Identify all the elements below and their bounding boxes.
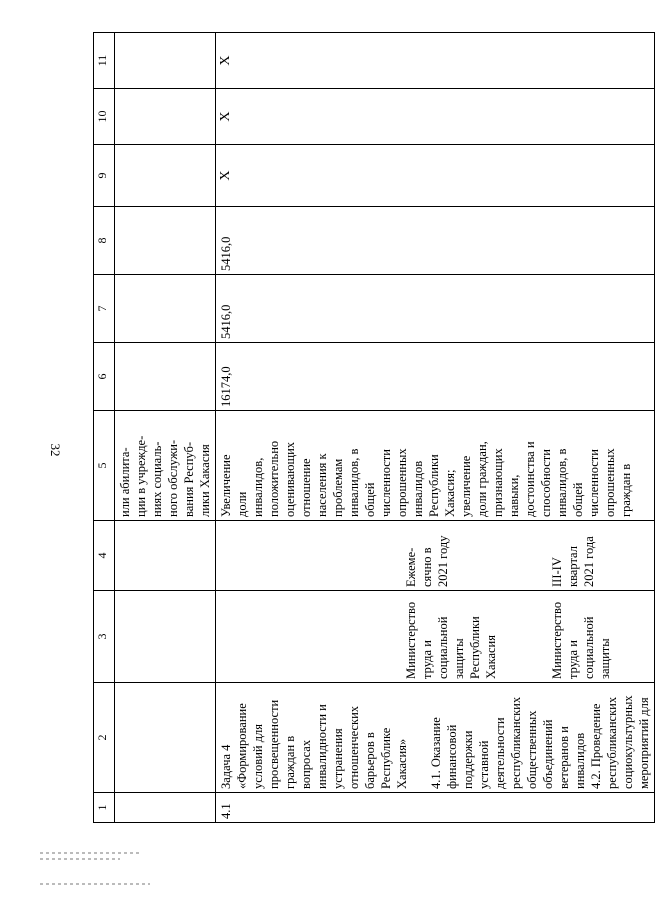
result-cell: Увеличение доли инвалидов, положительно оценивающих отношение населения к проблемам инвалидов, в общей численности опрошенных инвалидов Республики Хакасия; увеличение доли граждан, признающих навыки, достоинства и способности инвалидов, в общей численности опрошенных граждан в xyxy=(216,411,655,521)
task-cell xyxy=(216,683,655,793)
row-number-cell: 4.1 xyxy=(216,793,655,823)
amount-cell-7: 5416,0 xyxy=(216,275,655,343)
header-cell-2: 2 xyxy=(94,683,115,793)
header-cell-9: 9 xyxy=(94,145,115,207)
scan-artifact xyxy=(40,883,150,885)
header-cell-3: 3 xyxy=(94,591,115,683)
task-4-text: Задача 4 «Формирование условий для просвещенности граждан в вопросах инвалидности и устранения отношенческих барьеров в Республике Хакасия» xyxy=(219,699,409,789)
header-cell-1: 1 xyxy=(94,793,115,823)
cont-cell-11 xyxy=(115,33,216,89)
amount-cell-6: 16174,0 xyxy=(216,343,655,411)
cont-cell-2 xyxy=(115,683,216,793)
page-number: 32 xyxy=(48,443,63,457)
header-cell-5: 5 xyxy=(94,411,115,521)
mark-cell-11: Х xyxy=(216,33,655,89)
amount-cell-8: 5416,0 xyxy=(216,207,655,275)
cont-cell-8 xyxy=(115,207,216,275)
header-cell-10: 10 xyxy=(94,89,115,145)
item-4-2-text: 4.2. Проведение республиканских социокультурных мероприятий для xyxy=(589,695,651,789)
mark-cell-9: Х xyxy=(216,145,655,207)
responsible-cell xyxy=(216,591,655,683)
period-cell xyxy=(216,521,655,591)
item-4-1-text: 4.1. Оказание финансовой поддержки уставной деятельности республиканских общественных объединений ветеранов и инвалидов xyxy=(429,696,587,789)
cont-cell-7 xyxy=(115,275,216,343)
header-cell-8: 8 xyxy=(94,207,115,275)
table-row-continuation xyxy=(115,33,216,823)
period-4-1: Ежеме- сячно в 2021 году xyxy=(404,535,450,587)
header-cell-6: 6 xyxy=(94,343,115,411)
responsible-4-2: Министерство труда и социальной защиты xyxy=(550,601,612,679)
mark-cell-10: Х xyxy=(216,89,655,145)
header-cell-11: 11 xyxy=(94,33,115,89)
cont-cell-4 xyxy=(115,521,216,591)
cont-cell-3 xyxy=(115,591,216,683)
cont-cell-10 xyxy=(115,89,216,145)
program-table xyxy=(93,32,655,823)
responsible-4-1: Министерство труда и социальной защиты Республики Хакасия xyxy=(404,601,498,679)
header-cell-4: 4 xyxy=(94,521,115,591)
table-row-4-1 xyxy=(216,33,655,823)
table-container xyxy=(93,33,651,823)
cont-cell-1 xyxy=(115,793,216,823)
header-cell-7: 7 xyxy=(94,275,115,343)
scan-artifact xyxy=(40,858,120,860)
cont-cell-9 xyxy=(115,145,216,207)
cont-cell-6 xyxy=(115,343,216,411)
scan-artifact xyxy=(40,852,140,854)
period-4-2: III-IV квартал 2021 года xyxy=(550,536,596,587)
header-row xyxy=(94,33,115,823)
cont-cell-5: или абилита- ции в учрежде- ниях социаль- ного обслужи- вания Респуб- лики Хакасия xyxy=(115,411,216,521)
